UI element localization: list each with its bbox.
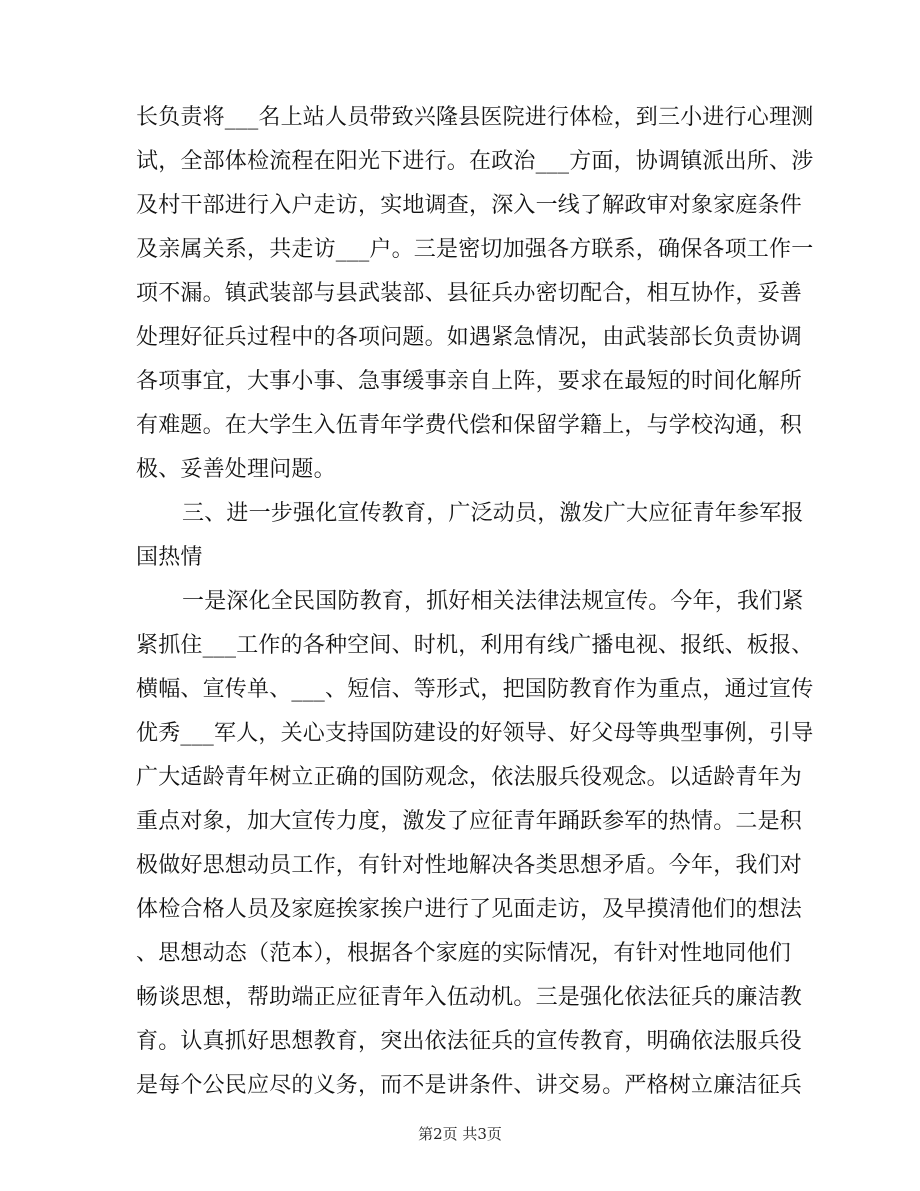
section-heading-line: 国热情 [136, 545, 203, 570]
text-line: 项不漏。镇武装部与县武装部、县征兵办密切配合，相互协作，妥善 [136, 281, 803, 306]
text-line: 一是深化全民国防教育，抓好相关法律法规宣传。今年，我们紧 [182, 589, 804, 614]
text-line: 优秀___军人，关心支持国防建设的好领导、好父母等典型事例，引导 [136, 721, 814, 746]
text-line: 广大适龄青年树立正确的国防观念，依法服兵役观念。以适龄青年为 [136, 765, 803, 790]
text-line: 各项事宜，大事小事、急事缓事亲自上阵，要求在最短的时间化解所 [136, 369, 803, 394]
text-line: 极做好思想动员工作，有针对性地解决各类思想矛盾。今年，我们对 [136, 853, 803, 878]
text-line: 试，全部体检流程在阳光下进行。在政治___方面，协调镇派出所、涉 [136, 149, 814, 174]
text-line: 体检合格人员及家庭挨家挨户进行了见面走访，及早摸清他们的想法 [136, 897, 803, 922]
text-line: 育。认真抓好思想教育，突出依法征兵的宣传教育，明确依法服兵役 [136, 1029, 803, 1054]
text-line: 是每个公民应尽的义务，而不是讲条件、讲交易。严格树立廉洁征兵 [136, 1073, 803, 1098]
text-line: 及亲属关系，共走访___户。三是密切加强各方联系，确保各项工作一 [136, 237, 814, 262]
section-heading-line: 三、进一步强化宣传教育，广泛动员，激发广大应征青年参军报 [182, 501, 804, 526]
document-body [136, 96, 814, 1108]
text-line: 处理好征兵过程中的各项问题。如遇紧急情况，由武装部长负责协调 [136, 325, 803, 350]
text-line: 紧抓住___工作的各种空间、时机，利用有线广播电视、报纸、板报、 [136, 633, 814, 658]
text-line: 有难题。在大学生入伍青年学费代偿和保留学籍上，与学校沟通，积 [136, 413, 803, 438]
text-line: 及村干部进行入户走访，实地调查，深入一线了解政审对象家庭条件 [136, 193, 803, 218]
text-line: 极、妥善处理问题。 [136, 457, 336, 482]
text-line: 畅谈思想，帮助端正应征青年入伍动机。三是强化依法征兵的廉洁教 [136, 985, 803, 1010]
text-line: 重点对象，加大宣传力度，激发了应征青年踊跃参军的热情。二是积 [136, 809, 803, 834]
text-line: 长负责将___名上站人员带致兴隆县医院进行体检，到三小进行心理测 [136, 105, 814, 130]
text-line: 、思想动态（范本），根据各个家庭的实际情况，有针对性地同他们 [136, 941, 792, 966]
page-number-footer: 第2页 共3页 [418, 1125, 502, 1143]
text-line: 横幅、宣传单、___、短信、等形式，把国防教育作为重点，通过宣传 [136, 677, 814, 702]
